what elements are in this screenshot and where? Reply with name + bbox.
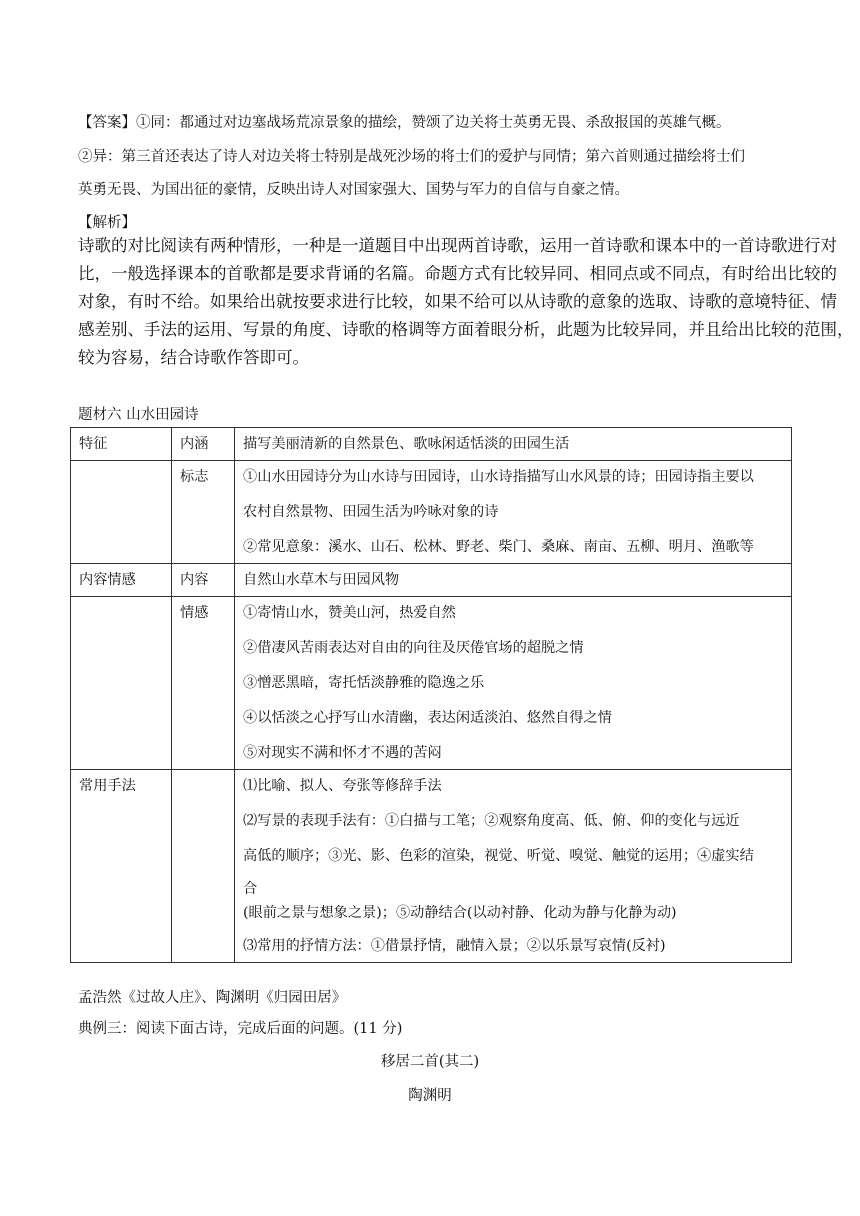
category-cell: 常用手法 (71, 770, 172, 963)
category-cell (71, 597, 172, 770)
cell-line: 高低的顺序；③光、影、色彩的渲染，视觉、听觉、嗅觉、触觉的运用；④虚实结 (243, 848, 754, 864)
category-cell (71, 461, 172, 564)
cell-line: 合 (243, 881, 258, 897)
section-title: 题材六 山水田园诗 (78, 407, 199, 423)
subcategory-cell: 内涵 (172, 428, 235, 461)
content-cell (235, 770, 792, 963)
cell-line: 农村自然景物、田园生活为吟咏对象的诗 (243, 504, 499, 520)
poem-author: 陶渊明 (408, 1088, 452, 1104)
table-row (71, 597, 792, 770)
cell-line: ①寄情山水，赞美山河，热爱自然 (243, 605, 456, 621)
category-cell: 特征 (71, 428, 172, 461)
table-row (71, 461, 792, 564)
analysis-line: 感差别、手法的运用、写景的角度、诗歌的格调等方面着眼分析，此题为比较异同，并且给出比较的范围， (78, 320, 854, 339)
cell-line: ⑵写景的表现手法有：①白描与工笔；②观察角度高、低、俯、仰的变化与远近 (243, 813, 740, 829)
analysis-body (78, 232, 854, 372)
table-row (71, 564, 792, 597)
poets-line: 孟浩然《过故人庄》、陶渊明《归园田居》 (78, 990, 347, 1006)
cell-line: 描写美丽清新的自然景色、歌咏闲适恬淡的田园生活 (243, 436, 570, 452)
analysis-line: 较为容易，结合诗歌作答即可。 (78, 348, 309, 367)
subcategory-cell: 标志 (172, 461, 235, 564)
cell-line: ①山水田园诗分为山水诗与田园诗，山水诗指描写山水风景的诗；田园诗指主要以 (243, 469, 754, 485)
table-row (71, 428, 792, 461)
cell-line: ⑶常用的抒情方法：①借景抒情，融情入景；②以乐景写哀情(反衬) (243, 938, 666, 954)
answer-line-1: 【答案】①同：都通过对边塞战场荒凉景象的描绘，赞颂了边关将士英勇无畏、杀敌报国的英雄气概。 (78, 115, 731, 131)
cell-line: ②常见意象：溪水、山石、松林、野老、柴门、桑麻、南亩、五柳、明月、渔歌等 (243, 539, 754, 555)
answer-line-3: 英勇无畏、为国出征的豪情，反映出诗人对国家强大、国势与军力的自信与自豪之情。 (78, 182, 629, 198)
subcategory-cell (172, 770, 235, 963)
cell-line: ⑴比喻、拟人、夸张等修辞手法 (243, 778, 442, 794)
cell-line: (眼前之景与想象之景)；⑤动静结合(以动衬静、化动为静与化静为动) (243, 905, 677, 921)
analysis-line: 比，一般选择课本的首歌都是要求背诵的名篇。命题方式有比较异同、相同点或不同点，有时给出比较的 (78, 264, 837, 283)
answer-line-2: ②异：第三首还表达了诗人对边关将士特别是战死沙场的将士们的爱护与同情；第六首则通过描绘将士们 (78, 149, 745, 165)
poem-title: 移居二首(其二) (380, 1054, 480, 1070)
example-line: 典例三：阅读下面古诗，完成后面的问题。(11 分) (78, 1021, 403, 1037)
subcategory-cell: 内容 (172, 564, 235, 597)
cell-line: 自然山水草木与田园风物 (243, 572, 400, 588)
category-cell: 内容情感 (71, 564, 172, 597)
table-row (71, 770, 792, 963)
analysis-heading: 【解析】 (78, 215, 136, 231)
analysis-line: 诗歌的对比阅读有两种情形，一种是一道题目中出现两首诗歌，运用一首诗歌和课本中的一首诗歌进行对 (78, 236, 837, 255)
content-cell (235, 461, 792, 564)
poetry-feature-table (70, 427, 792, 963)
subcategory-cell: 情感 (172, 597, 235, 770)
cell-line: ④以恬淡之心抒写山水清幽，表达闲适淡泊、悠然自得之情 (243, 710, 612, 726)
analysis-line: 对象，有时不给。如果给出就按要求进行比较，如果不给可以从诗歌的意象的选取、诗歌的意境特征、情 (78, 292, 837, 311)
cell-line: ②借凄风苦雨表达对自由的向往及厌倦官场的超脱之情 (243, 640, 584, 656)
cell-line: ③憎恶黑暗，寄托恬淡静雅的隐逸之乐 (243, 675, 485, 691)
content-cell (235, 597, 792, 770)
content-cell (235, 564, 792, 597)
content-cell (235, 428, 792, 461)
cell-line: ⑤对现实不满和怀才不遇的苦闷 (243, 745, 442, 761)
